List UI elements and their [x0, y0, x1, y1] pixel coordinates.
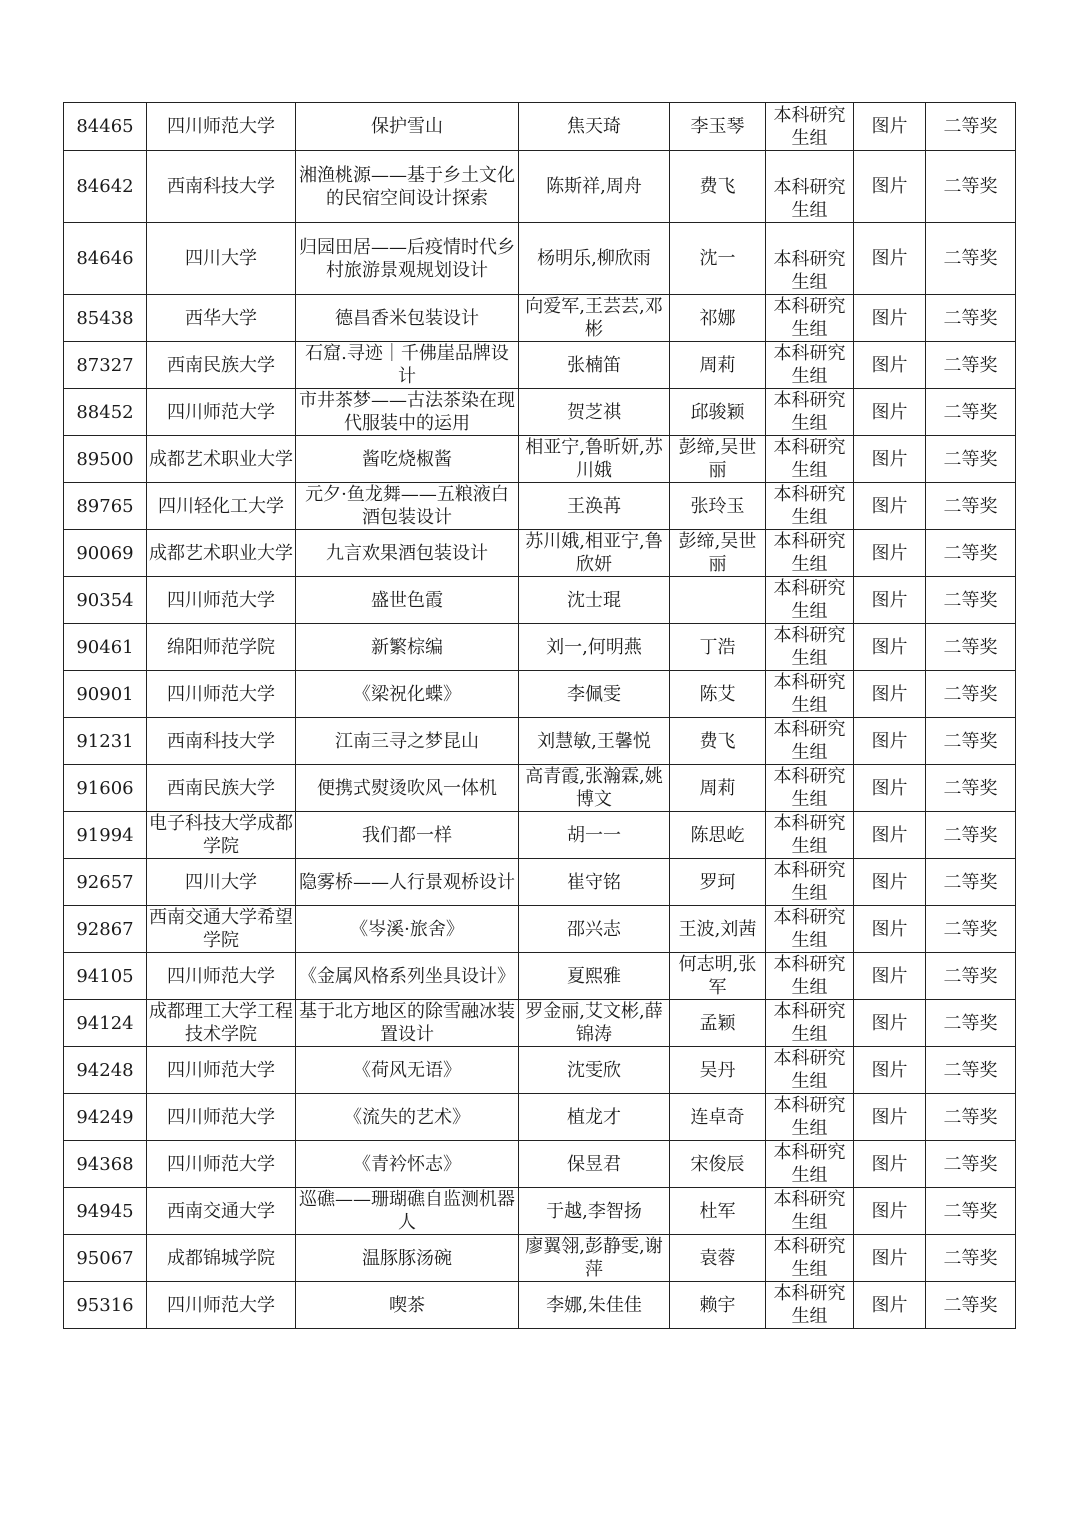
school-cell: 四川师范大学: [147, 389, 296, 436]
category-cell: 图片: [854, 342, 926, 389]
category-cell: 图片: [854, 718, 926, 765]
group-cell: 本科研究生组: [766, 103, 854, 151]
table-row: [64, 1047, 1016, 1094]
award-cell: 二等奖: [926, 1282, 1016, 1329]
group-cell: 本科研究生组: [766, 671, 854, 718]
award-cell: 二等奖: [926, 436, 1016, 483]
advisor-cell: 李玉琴: [670, 103, 766, 151]
category-cell: 图片: [854, 1188, 926, 1235]
work-title-cell: 石窟.寻迹｜千佛崖品牌设计: [296, 342, 519, 389]
authors-cell: 胡一一: [519, 812, 670, 859]
work-title-cell: 《梁祝化蝶》: [296, 671, 519, 718]
work-title-cell: 盛世色霞: [296, 577, 519, 624]
category-cell: 图片: [854, 1282, 926, 1329]
category-cell: 图片: [854, 1235, 926, 1282]
entry-id-cell: 88452: [64, 389, 147, 436]
school-cell: 四川师范大学: [147, 1094, 296, 1141]
school-cell: 电子科技大学成都学院: [147, 812, 296, 859]
entry-id-cell: 94249: [64, 1094, 147, 1141]
category-cell: 图片: [854, 530, 926, 577]
award-table: [63, 102, 1016, 1329]
school-cell: 西南民族大学: [147, 342, 296, 389]
advisor-cell: 陈艾: [670, 671, 766, 718]
award-cell: 二等奖: [926, 577, 1016, 624]
advisor-cell: 彭缔,吴世丽: [670, 530, 766, 577]
category-cell: 图片: [854, 859, 926, 906]
work-title-cell: 《金属风格系列坐具设计》: [296, 953, 519, 1000]
table-row: [64, 223, 1016, 295]
school-cell: 四川师范大学: [147, 671, 296, 718]
advisor-cell: 杜军: [670, 1188, 766, 1235]
entry-id-cell: 90461: [64, 624, 147, 671]
entry-id-cell: 94105: [64, 953, 147, 1000]
advisor-cell: 罗珂: [670, 859, 766, 906]
group-cell: 本科研究生组: [766, 483, 854, 530]
award-cell: 二等奖: [926, 1047, 1016, 1094]
entry-id-cell: 91231: [64, 718, 147, 765]
authors-cell: 相亚宁,鲁昕妍,苏川娥: [519, 436, 670, 483]
entry-id-cell: 87327: [64, 342, 147, 389]
award-cell: 二等奖: [926, 1235, 1016, 1282]
table-row: [64, 671, 1016, 718]
award-cell: 二等奖: [926, 151, 1016, 223]
school-cell: 西南科技大学: [147, 151, 296, 223]
advisor-cell: 彭缔,吴世丽: [670, 436, 766, 483]
entry-id-cell: 94248: [64, 1047, 147, 1094]
advisor-cell: 周莉: [670, 765, 766, 812]
authors-cell: 植龙才: [519, 1094, 670, 1141]
table-row: [64, 389, 1016, 436]
group-cell: 本科研究生组: [766, 1282, 854, 1329]
authors-cell: 廖翼翎,彭静雯,谢萍: [519, 1235, 670, 1282]
award-cell: 二等奖: [926, 859, 1016, 906]
category-cell: 图片: [854, 1047, 926, 1094]
category-cell: 图片: [854, 812, 926, 859]
award-cell: 二等奖: [926, 389, 1016, 436]
school-cell: 四川大学: [147, 223, 296, 295]
authors-cell: 高青霞,张瀚霖,姚博文: [519, 765, 670, 812]
award-cell: 二等奖: [926, 671, 1016, 718]
authors-cell: 于越,李智扬: [519, 1188, 670, 1235]
group-cell: 本科研究生组: [766, 1188, 854, 1235]
authors-cell: 张楠笛: [519, 342, 670, 389]
table-row: [64, 1235, 1016, 1282]
work-title-cell: 元夕·鱼龙舞——五粮液白酒包装设计: [296, 483, 519, 530]
work-title-cell: 喫茶: [296, 1282, 519, 1329]
group-cell: 本科研究生组: [766, 577, 854, 624]
advisor-cell: 王波,刘茜: [670, 906, 766, 953]
advisor-cell: 陈思屹: [670, 812, 766, 859]
work-title-cell: 《青衿怀志》: [296, 1141, 519, 1188]
award-cell: 二等奖: [926, 718, 1016, 765]
category-cell: 图片: [854, 295, 926, 342]
authors-cell: 陈斯祥,周舟: [519, 151, 670, 223]
authors-cell: 焦天琦: [519, 103, 670, 151]
school-cell: 四川师范大学: [147, 1282, 296, 1329]
entry-id-cell: 89765: [64, 483, 147, 530]
table-row: [64, 1094, 1016, 1141]
advisor-cell: 邱骏颖: [670, 389, 766, 436]
category-cell: 图片: [854, 906, 926, 953]
work-title-cell: 归园田居——后疫情时代乡村旅游景观规划设计: [296, 223, 519, 295]
entry-id-cell: 95316: [64, 1282, 147, 1329]
work-title-cell: 保护雪山: [296, 103, 519, 151]
table-row: [64, 530, 1016, 577]
authors-cell: 刘一,何明燕: [519, 624, 670, 671]
school-cell: 四川师范大学: [147, 1047, 296, 1094]
authors-cell: 苏川娥,相亚宁,鲁欣妍: [519, 530, 670, 577]
school-cell: 四川轻化工大学: [147, 483, 296, 530]
entry-id-cell: 92657: [64, 859, 147, 906]
work-title-cell: 新繁棕编: [296, 624, 519, 671]
group-cell: 本科研究生组: [766, 1094, 854, 1141]
award-cell: 二等奖: [926, 483, 1016, 530]
authors-cell: 刘慧敏,王馨悦: [519, 718, 670, 765]
entry-id-cell: 84646: [64, 223, 147, 295]
work-title-cell: 酱吃烧椒酱: [296, 436, 519, 483]
group-cell: 本科研究生组: [766, 223, 854, 295]
advisor-cell: 费飞: [670, 151, 766, 223]
award-cell: 二等奖: [926, 1000, 1016, 1047]
entry-id-cell: 85438: [64, 295, 147, 342]
authors-cell: 罗金丽,艾文彬,薛锦涛: [519, 1000, 670, 1047]
category-cell: 图片: [854, 1000, 926, 1047]
authors-cell: 邵兴志: [519, 906, 670, 953]
award-cell: 二等奖: [926, 103, 1016, 151]
advisor-cell: 赖宇: [670, 1282, 766, 1329]
entry-id-cell: 90901: [64, 671, 147, 718]
group-cell: 本科研究生组: [766, 765, 854, 812]
category-cell: 图片: [854, 103, 926, 151]
group-cell: 本科研究生组: [766, 1047, 854, 1094]
group-cell: 本科研究生组: [766, 436, 854, 483]
group-cell: 本科研究生组: [766, 1141, 854, 1188]
category-cell: 图片: [854, 1141, 926, 1188]
authors-cell: 李娜,朱佳佳: [519, 1282, 670, 1329]
work-title-cell: 巡礁——珊瑚礁自监测机器人: [296, 1188, 519, 1235]
award-cell: 二等奖: [926, 530, 1016, 577]
advisor-cell: 宋俊辰: [670, 1141, 766, 1188]
school-cell: 西南交通大学希望学院: [147, 906, 296, 953]
school-cell: 成都锦城学院: [147, 1235, 296, 1282]
category-cell: 图片: [854, 483, 926, 530]
award-cell: 二等奖: [926, 223, 1016, 295]
group-cell: 本科研究生组: [766, 389, 854, 436]
advisor-cell: 沈一: [670, 223, 766, 295]
table-row: [64, 953, 1016, 1000]
entry-id-cell: 91606: [64, 765, 147, 812]
school-cell: 四川师范大学: [147, 1141, 296, 1188]
advisor-cell: 何志明,张军: [670, 953, 766, 1000]
authors-cell: 夏熙雅: [519, 953, 670, 1000]
table-row: [64, 812, 1016, 859]
group-cell: 本科研究生组: [766, 718, 854, 765]
table-row: [64, 1000, 1016, 1047]
authors-cell: 李佩雯: [519, 671, 670, 718]
award-cell: 二等奖: [926, 953, 1016, 1000]
authors-cell: 保昱君: [519, 1141, 670, 1188]
table-row: [64, 342, 1016, 389]
award-cell: 二等奖: [926, 1094, 1016, 1141]
table-row: [64, 765, 1016, 812]
award-cell: 二等奖: [926, 624, 1016, 671]
work-title-cell: 德昌香米包装设计: [296, 295, 519, 342]
authors-cell: 沈士琨: [519, 577, 670, 624]
category-cell: 图片: [854, 577, 926, 624]
table-row: [64, 859, 1016, 906]
group-cell: 本科研究生组: [766, 859, 854, 906]
school-cell: 四川师范大学: [147, 577, 296, 624]
award-cell: 二等奖: [926, 295, 1016, 342]
entry-id-cell: 95067: [64, 1235, 147, 1282]
entry-id-cell: 89500: [64, 436, 147, 483]
entry-id-cell: 90069: [64, 530, 147, 577]
table-row: [64, 624, 1016, 671]
entry-id-cell: 91994: [64, 812, 147, 859]
school-cell: 四川师范大学: [147, 103, 296, 151]
work-title-cell: 市井茶梦——古法茶染在现代服装中的运用: [296, 389, 519, 436]
table-row: [64, 906, 1016, 953]
table-row: [64, 436, 1016, 483]
school-cell: 西华大学: [147, 295, 296, 342]
category-cell: 图片: [854, 671, 926, 718]
work-title-cell: 隐雾桥——人行景观桥设计: [296, 859, 519, 906]
work-title-cell: 《岑溪·旅舍》: [296, 906, 519, 953]
school-cell: 成都理工大学工程技术学院: [147, 1000, 296, 1047]
authors-cell: 贺芝祺: [519, 389, 670, 436]
school-cell: 成都艺术职业大学: [147, 436, 296, 483]
authors-cell: 杨明乐,柳欣雨: [519, 223, 670, 295]
entry-id-cell: 84465: [64, 103, 147, 151]
school-cell: 西南民族大学: [147, 765, 296, 812]
award-cell: 二等奖: [926, 1188, 1016, 1235]
award-cell: 二等奖: [926, 1141, 1016, 1188]
entry-id-cell: 84642: [64, 151, 147, 223]
advisor-cell: 周莉: [670, 342, 766, 389]
table-row: [64, 103, 1016, 151]
entry-id-cell: 94124: [64, 1000, 147, 1047]
category-cell: 图片: [854, 436, 926, 483]
group-cell: 本科研究生组: [766, 151, 854, 223]
group-cell: 本科研究生组: [766, 624, 854, 671]
group-cell: 本科研究生组: [766, 342, 854, 389]
authors-cell: 崔守铭: [519, 859, 670, 906]
category-cell: 图片: [854, 1094, 926, 1141]
group-cell: 本科研究生组: [766, 953, 854, 1000]
work-title-cell: 九言欢果酒包装设计: [296, 530, 519, 577]
school-cell: 西南交通大学: [147, 1188, 296, 1235]
advisor-cell: 祁娜: [670, 295, 766, 342]
entry-id-cell: 90354: [64, 577, 147, 624]
work-title-cell: 我们都一样: [296, 812, 519, 859]
school-cell: 四川师范大学: [147, 953, 296, 1000]
advisor-cell: 张玲玉: [670, 483, 766, 530]
group-cell: 本科研究生组: [766, 1235, 854, 1282]
advisor-cell: 袁蓉: [670, 1235, 766, 1282]
award-table-body: [64, 103, 1016, 1329]
school-cell: 西南科技大学: [147, 718, 296, 765]
category-cell: 图片: [854, 151, 926, 223]
category-cell: 图片: [854, 389, 926, 436]
work-title-cell: 湘渔桃源——基于乡土文化的民宿空间设计探索: [296, 151, 519, 223]
work-title-cell: 温豚豚汤碗: [296, 1235, 519, 1282]
advisor-cell: 吴丹: [670, 1047, 766, 1094]
advisor-cell: 费飞: [670, 718, 766, 765]
group-cell: 本科研究生组: [766, 295, 854, 342]
advisor-cell: 丁浩: [670, 624, 766, 671]
authors-cell: 向爱军,王芸芸,邓彬: [519, 295, 670, 342]
entry-id-cell: 92867: [64, 906, 147, 953]
award-cell: 二等奖: [926, 812, 1016, 859]
group-cell: 本科研究生组: [766, 906, 854, 953]
table-row: [64, 1282, 1016, 1329]
advisor-cell: [670, 577, 766, 624]
table-row: [64, 1188, 1016, 1235]
table-row: [64, 151, 1016, 223]
school-cell: 成都艺术职业大学: [147, 530, 296, 577]
school-cell: 绵阳师范学院: [147, 624, 296, 671]
advisor-cell: 连卓奇: [670, 1094, 766, 1141]
work-title-cell: 江南三寻之梦昆山: [296, 718, 519, 765]
award-cell: 二等奖: [926, 342, 1016, 389]
school-cell: 四川大学: [147, 859, 296, 906]
table-row: [64, 577, 1016, 624]
award-cell: 二等奖: [926, 906, 1016, 953]
group-cell: 本科研究生组: [766, 530, 854, 577]
table-row: [64, 295, 1016, 342]
table-row: [64, 483, 1016, 530]
work-title-cell: 便携式熨烫吹风一体机: [296, 765, 519, 812]
authors-cell: 沈雯欣: [519, 1047, 670, 1094]
work-title-cell: 《荷风无语》: [296, 1047, 519, 1094]
group-cell: 本科研究生组: [766, 1000, 854, 1047]
advisor-cell: 孟颖: [670, 1000, 766, 1047]
entry-id-cell: 94945: [64, 1188, 147, 1235]
category-cell: 图片: [854, 223, 926, 295]
authors-cell: 王涣苒: [519, 483, 670, 530]
category-cell: 图片: [854, 765, 926, 812]
category-cell: 图片: [854, 624, 926, 671]
category-cell: 图片: [854, 953, 926, 1000]
group-cell: 本科研究生组: [766, 812, 854, 859]
work-title-cell: 《流失的艺术》: [296, 1094, 519, 1141]
entry-id-cell: 94368: [64, 1141, 147, 1188]
table-row: [64, 718, 1016, 765]
award-cell: 二等奖: [926, 765, 1016, 812]
work-title-cell: 基于北方地区的除雪融冰装置设计: [296, 1000, 519, 1047]
table-row: [64, 1141, 1016, 1188]
